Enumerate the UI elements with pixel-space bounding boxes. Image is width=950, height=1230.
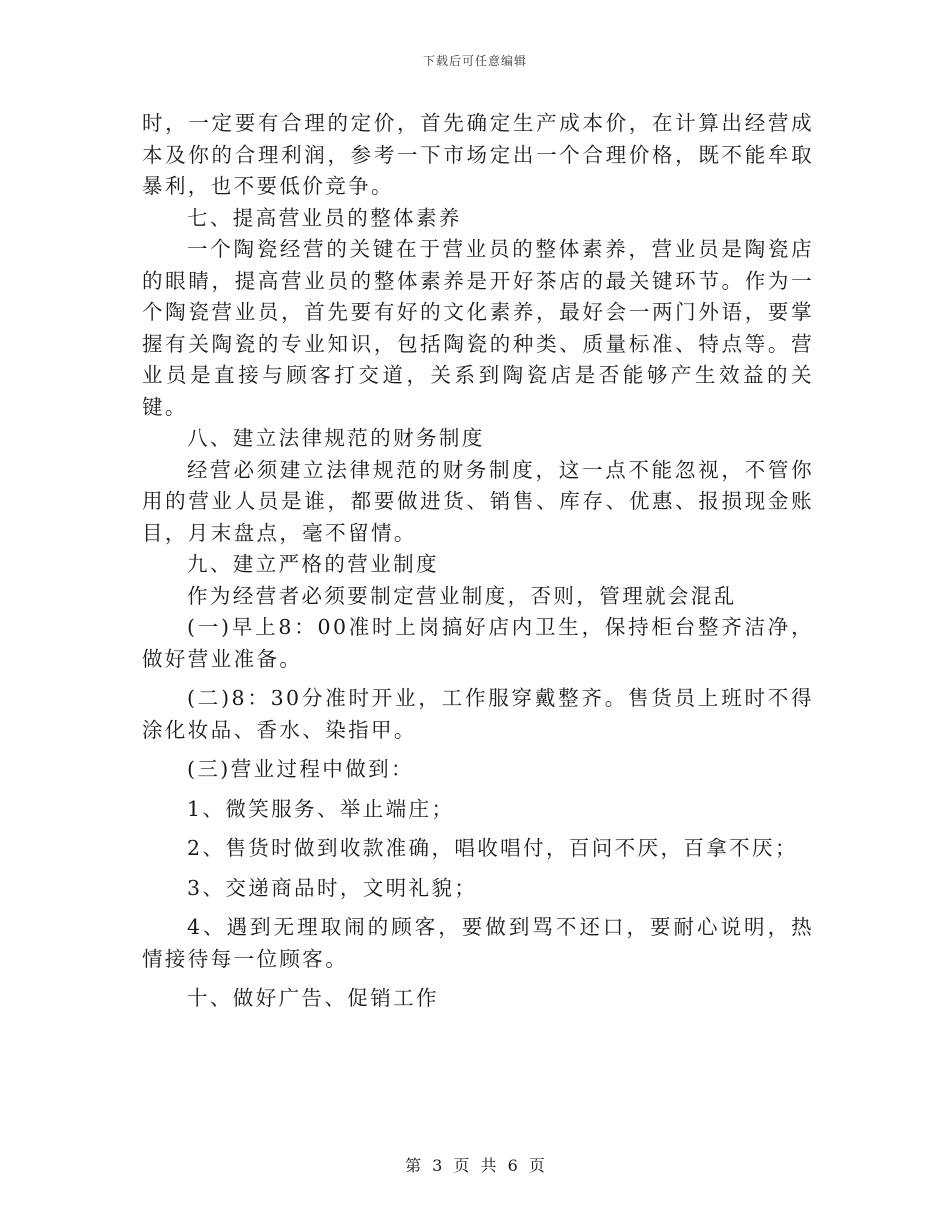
list-item-rule-2: (二)8：30分准时开业，工作服穿戴整齐。售货员上班时不得涂化妆品、香水、染指甲。 <box>142 686 814 742</box>
paragraph-pricing-continuation: 时，一定要有合理的定价，首先确定生产成本价，在计算出经营成本及你的合理利润，参考一下市场定出一个合理价格，既不能牟取暴利，也不要低价竞争。 <box>142 111 814 198</box>
list-item-sub-4: 4、遇到无理取闹的顾客，要做到骂不还口，要耐心说明，热情接待每一位顾客。 <box>142 915 814 971</box>
paragraph-business-rules-intro: 作为经营者必须要制定营业制度，否则，管理就会混乱 <box>187 583 737 608</box>
heading-section-10: 十、做好广告、促销工作 <box>187 986 439 1010</box>
heading-section-7: 七、提高营业员的整体素养 <box>187 205 462 230</box>
document-body <box>142 108 814 1015</box>
heading-section-9: 九、建立严格的营业制度 <box>187 552 439 576</box>
list-item-rule-3: (三)营业过程中做到： <box>187 757 414 781</box>
list-item-sub-3: 3、交递商品时，文明礼貌； <box>187 875 478 900</box>
page-number-footer: 第 3 页 共 6 页 <box>405 1156 545 1175</box>
list-item-sub-1: 1、微笑服务、举止端庄； <box>187 796 455 821</box>
list-item-sub-2: 2、售货时做到收款准确，唱收唱付，百问不厌，百拿不厌； <box>187 836 798 860</box>
paragraph-finance-system: 经营必须建立法律规范的财务制度，这一点不能忽视，不管你用的营业人员是谁，都要做进货、销售、库存、优惠、报损现金账目，月末盘点，毫不留情。 <box>142 457 814 545</box>
page-header-note: 下载后可任意编辑 <box>422 54 527 68</box>
list-item-rule-1: (一)早上8：00准时上岗搞好店内卫生，保持柜台整齐洁净，做好营业准备。 <box>142 615 814 671</box>
heading-section-8: 八、建立法律规范的财务制度 <box>187 426 485 450</box>
paragraph-staff-quality: 一个陶瓷经营的关键在于营业员的整体素养，营业员是陶瓷店的眼睛，提高营业员的整体素养是开好茶店的最关键环节。作为一个陶瓷营业员，首先要有好的文化素养，最好会一两门外语，要掌握有关陶瓷的专业知识，包括陶瓷的种类、质量标准、特点等。营业员是直接与顾客打交道，关系到陶瓷店是否能够产生效益的关键。 <box>142 237 814 419</box>
